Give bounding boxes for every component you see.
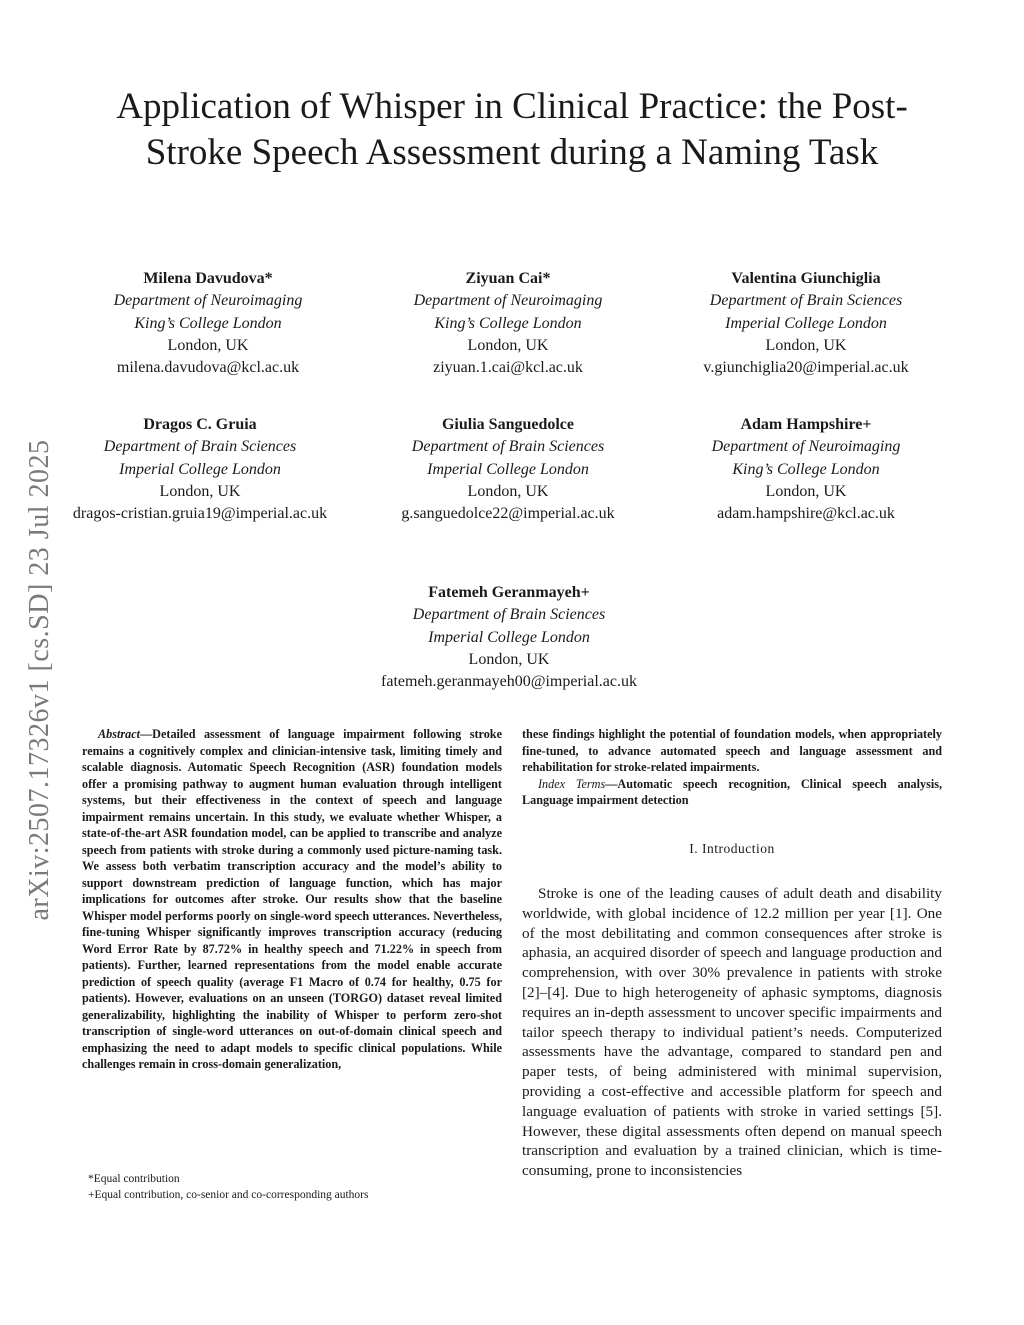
author-institution: Imperial College London xyxy=(725,314,887,332)
author-institution: Imperial College London xyxy=(428,628,590,646)
author-email: v.giunchiglia20@imperial.ac.uk xyxy=(703,359,909,377)
author-name: Adam Hampshire+ xyxy=(740,416,872,433)
author-email: fatemeh.geranmayeh00@imperial.ac.uk xyxy=(381,673,637,691)
author-institution: King’s College London xyxy=(434,314,582,332)
abstract-label: Abstract xyxy=(98,727,140,741)
author-block xyxy=(656,268,956,379)
abstract-continued: these findings highlight the potential of foundation models, when appropriately fine-tuned, to advance automated speech and language assessment and rehabilitation for stroke-related impairments. xyxy=(522,727,942,774)
abstract xyxy=(82,726,502,1073)
author-name: Fatemeh Geranmayeh+ xyxy=(428,584,590,601)
author-location: London, UK xyxy=(467,336,549,354)
author-email: g.sanguedolce22@imperial.ac.uk xyxy=(401,505,615,523)
arxiv-sidebar xyxy=(16,380,64,980)
footnotes xyxy=(82,1172,502,1203)
author-location: London, UK xyxy=(159,482,241,500)
author-block xyxy=(58,268,358,379)
author-email: ziyuan.1.cai@kcl.ac.uk xyxy=(433,359,583,377)
right-column xyxy=(522,726,942,857)
author-institution: King’s College London xyxy=(732,460,880,478)
index-terms-label: Index Terms xyxy=(538,776,606,791)
section-heading: I. Introduction xyxy=(689,840,775,856)
index-terms-text: —Automatic speech recognition, Clinical speech analysis, Language impairment detection xyxy=(522,776,942,807)
author-location: London, UK xyxy=(765,336,847,354)
author-department: Department of Brain Sciences xyxy=(103,438,297,456)
arxiv-identifier: arXiv:2507.17326v1 [cs.SD] 23 Jul 2025 xyxy=(24,439,55,921)
author-department: Department of Neuroimaging xyxy=(711,438,901,456)
author-block xyxy=(656,414,956,525)
author-location: London, UK xyxy=(467,482,549,500)
author-location: London, UK xyxy=(167,336,249,354)
author-location: London, UK xyxy=(765,482,847,500)
author-block xyxy=(339,582,679,693)
author-department: Department of Neuroimaging xyxy=(113,292,303,310)
author-email: dragos-cristian.gruia19@imperial.ac.uk xyxy=(72,505,328,523)
author-department: Department of Neuroimaging xyxy=(413,292,603,310)
author-department: Department of Brain Sciences xyxy=(411,438,605,456)
author-institution: Imperial College London xyxy=(427,460,589,478)
author-location: London, UK xyxy=(468,650,550,668)
author-email: adam.hampshire@kcl.ac.uk xyxy=(717,505,895,523)
author-name: Ziyuan Cai* xyxy=(465,270,551,287)
author-institution: King’s College London xyxy=(134,314,282,332)
abstract-text: —Detailed assessment of language impairment following stroke remains a cognitively complex and clinician-intensive task, limiting timely and scalable diagnosis. Automatic Speech Recognition (ASR) foundation models offer a promising pathway to augment human evaluation through intelligent systems, but their effectiveness in the context of speech and language impairment remains uncertain. In this study, we evaluate whether Whisper, a state-of-the-art ASR foundation model, can be applied to transcribe and analyze speech from patients with stroke during a commonly used picture-naming task. We assess both verbatim transcription accuracy and the model’s ability to support downstream prediction of language function, which has major implications for outcomes after stroke. Our results show that the baseline Whisper model performs poorly on single-word speech utterances. Nevertheless, fine-tuning Whisper significantly improves transcription accuracy (reducing Word Error Rate by 87.72% in healthy speech and 71.22% in speech from patients). Further, learned representations from the model enable accurate prediction of speech quality (average F1 Macro of 0.74 for healthy, 0.75 for patients). However, evaluations on an unseen (TORGO) dataset reveal limited generalizability, highlighting the inability of Whisper to perform zero-shot transcription of single-word utterances on out-of-domain clinical speech and emphasizing the need to adapt models to specific clinical populations. While challenges remain in cross-domain generalization, xyxy=(82,727,502,1071)
author-name: Valentina Giunchiglia xyxy=(731,270,881,287)
author-department: Department of Brain Sciences xyxy=(709,292,903,310)
paper-title: Application of Whisper in Clinical Practice: the Post-Stroke Speech Assessment during a Naming Task xyxy=(116,86,908,173)
author-block xyxy=(358,414,658,525)
author-name: Milena Davudova* xyxy=(143,270,273,287)
author-department: Department of Brain Sciences xyxy=(412,606,606,624)
author-block xyxy=(66,414,334,525)
footnote: *Equal contribution xyxy=(88,1173,180,1185)
author-block xyxy=(358,268,658,379)
introduction-body: Stroke is one of the leading causes of adult death and disability worldwide, with global incidence of 12.2 million per year [1]. One of the most debilitating and common consequences after stroke is aphasia, an acquired disorder of speech and language production and comprehension, with over 30% prevalence in patients with stroke [2]–[4]. Due to high heterogeneity of aphasic symptoms, diagnosis requires an in-depth assessment to uncover specific impairments and tailor speech therapy to individual patient’s needs. Computerized assessments have the advantage, compared to standard pen and paper tests, of being administered with minimal supervision, providing a cost-effective and accessible platform for speech and language evaluation of patients with stroke in varied settings [5]. However, these digital assessments often depend on manual speech transcription and evaluation by a trained clinician, which is time-consuming, prone to inconsistencies xyxy=(522,885,942,1180)
author-name: Giulia Sanguedolce xyxy=(441,416,575,433)
author-institution: Imperial College London xyxy=(119,460,281,478)
author-email: milena.davudova@kcl.ac.uk xyxy=(116,359,300,377)
footnote: +Equal contribution, co-senior and co-corresponding authors xyxy=(88,1188,369,1201)
author-name: Dragos C. Gruia xyxy=(143,416,257,433)
